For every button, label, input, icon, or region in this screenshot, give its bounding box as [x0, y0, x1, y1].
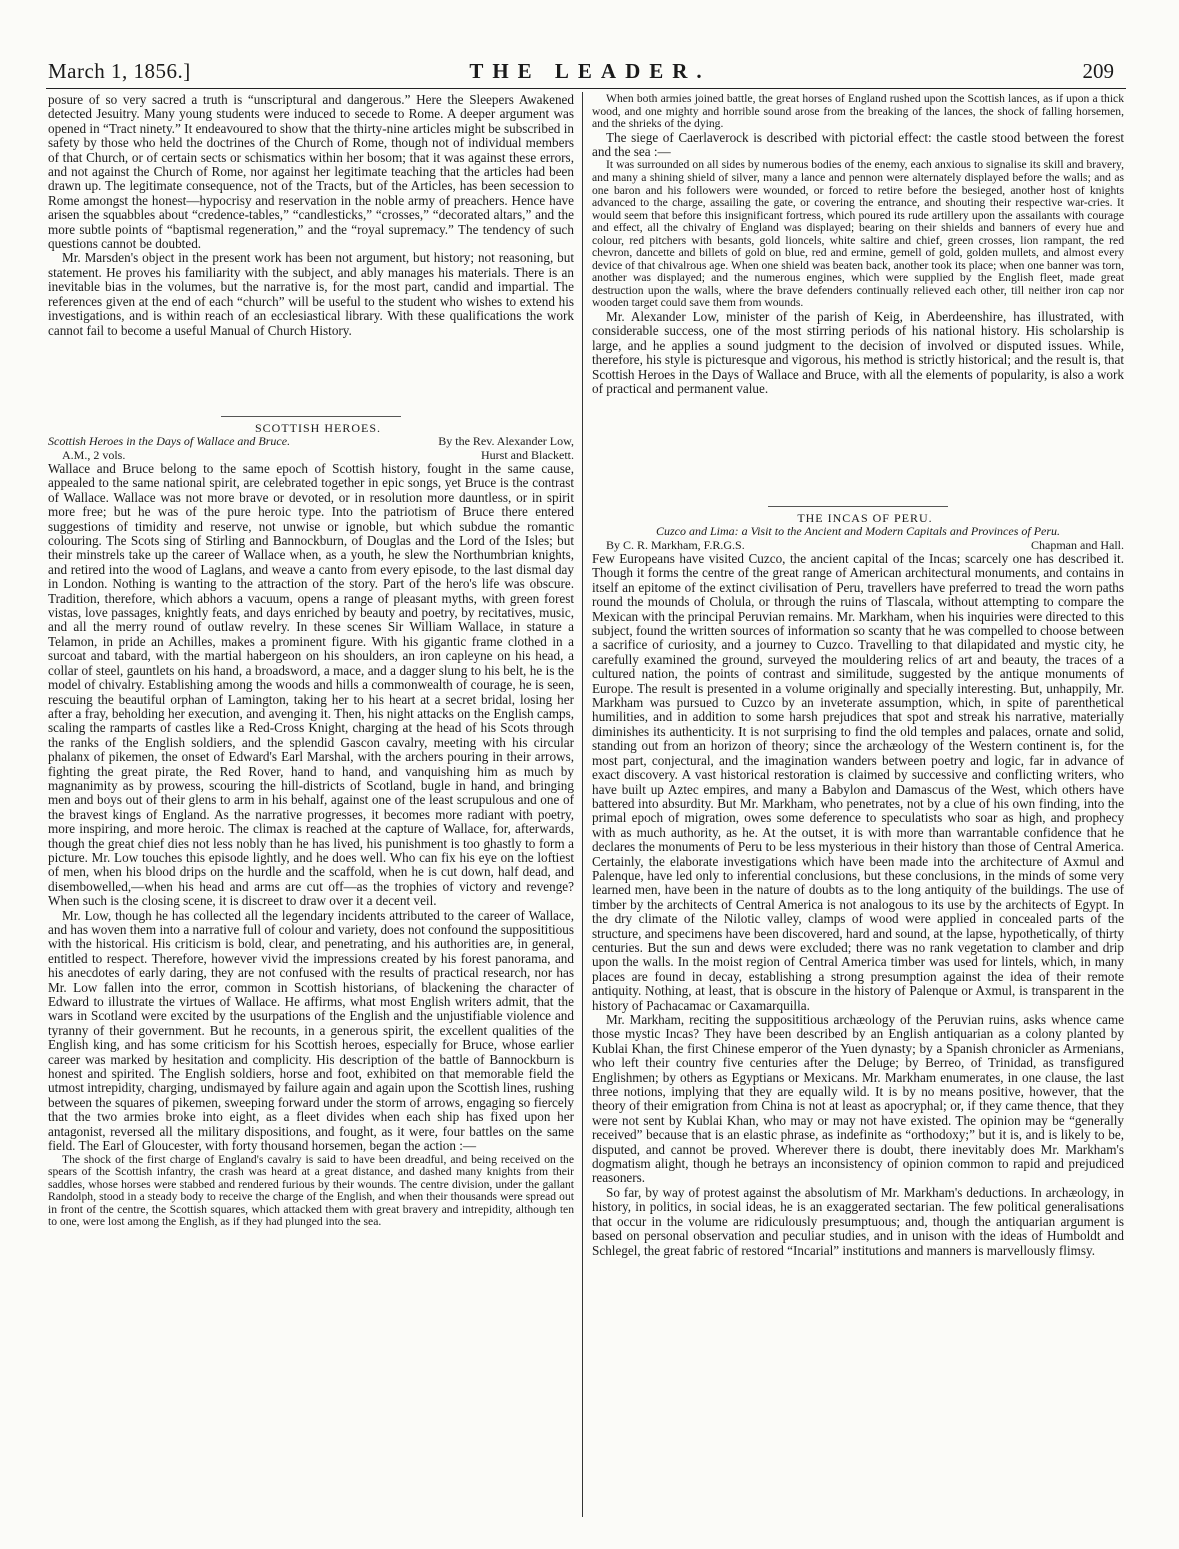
book-publisher: Chapman and Hall.: [1031, 537, 1124, 552]
paragraph: Mr. Marsden's object in the present work has been not argument, but history; not reasoning, but statement. He proves his familiarity with the subject, and ably manages his materials. There is an inevitable bias in the volumes, but the narrative is, for the most part, candid and impartial. The references given at the end of each “church” will be useful to the student who wishes to extend his investigations, and is within reach of an ecclesiastical library. With these qualifications the work cannot fail to become a useful Manual of Church History.: [48, 250, 574, 338]
book-author: By the Rev. Alexander Low,: [438, 434, 574, 448]
block-quote: It was surrounded on all sides by numerous bodies of the enemy, each anxious to signalise its skill and bravery, and many a shining shield of silver, many a lance and pennon were alternately displayed before the walls; and as one baron and his followers were wounded, or forced to retire before the besieged, another host of knights advanced to the charge, assailing the gate, or covering the entrance, and shouting their respective war-cries. It would seem that before this insignificant fortress, which poured its rude artillery upon the assailants with courage and effect, all the chivalry of England was displayed; bearing on their shields and banners of every hue and colour, red pitchers with besants, gold lioncels, white saltire and chief, green crosses, lion rampant, the red chevron, dancette and billets of gold on blue, red and ermine, gemell of gold, golden mullets, and almost every device of that chivalrous age. When one shield was beaten back, another took its place; when one banner was torn, another was displayed; and the numerous engines, which were supplied by the English fleet, made great destruction upon the walls, where the brave defenders continually relieved each other, till neither iron cap nor wooden target could save them from wounds.: [592, 158, 1124, 310]
paragraph: The siege of Caerlaverock is described with pictorial effect: the castle stood between the forest and the sea :—: [592, 129, 1124, 160]
page-number: 209: [1082, 59, 1114, 83]
scottish-heroes-review: [48, 414, 574, 1514]
paragraph: Mr. Alexander Low, minister of the parish of Keig, in Aberdeenshire, has illustrated, with considerable success, one of the most stirring periods of his national history. His scholarship is large, and he applies a sound judgment to the decision of involved or disputed issues. While, therefore, his style is picturesque and vigorous, his method is strictly historical; and the result is, that Scottish Heroes in the Days of Wallace and Bruce, with all the elements of popularity, is also a work of practical and permanent value.: [592, 309, 1124, 397]
section-heading: SCOTTISH HEROES.: [254, 421, 381, 435]
masthead-title: THE LEADER.: [469, 59, 711, 83]
block-quote: When both armies joined battle, the great horses of England rushed upon the Scottish lances, as if upon a thick wood, and one mighty and horrible sound arose from the breaking of the lances, the shock of falling horsemen, and the shrieks of the dying.: [592, 93, 1124, 131]
paragraph: Mr. Low, though he has collected all the legendary incidents attributed to the career of Wallace, and has woven them into a narrative full of colour and variety, does not confound the supposititious with the historical. His criticism is bold, clear, and penetrating, and his authorities are, in general, entitled to respect. Therefore, however vivid the impressions created by his forest panorama, and his anecdotes of early daring, they are not confused with the results of practical research, nor has Mr. Low fallen into the error, common in Scottish historians, of blackening the character of Edward to illustrate the virtues of Wallace. He affirms, what most English writers admit, that the wars in Scotland were excited by the usurpations of the English and the unjustifiable violence and tyranny of their government. But he recounts, in a generous spirit, the excellent qualities of the English king, and has some criticism for his Scottish heroes, especially for Bruce, whose earlier career was marked by hesitation and complicity. His description of the battle of Bannockburn is honest and spirited. The English soldiers, horse and foot, exhibited on that memorable field the utmost intrepidity, charging, undismayed by failure again and again upon the Scottish lines, rushing between the squares of pikemen, sweeping forward under the storm of arrows, engaging so fiercely that the two armies broke into eight, as a fleet divides when each ship has fixed upon her antagonist, reversed all the military dispositions, and fought, as it were, four battles on the same field. The Earl of Gloucester, with forty thousand horsemen, began the action :—: [48, 907, 574, 1154]
paragraph: Mr. Markham, reciting the supposititious archæology of the Peruvian ruins, asks whence came those mystic Incas? They have been described by an English antiquarian as a colony planted by Kublai Khan, the first Chinese emperor of the Yuen dynasty; by a Spanish chronicler as Armenians, who left their country five centuries after the Deluge; by Berreo, of Trinidad, as transfigured Englishmen; by others as Egyptians or Mexicans. Mr. Markham enumerates, in one clause, the last three notions, implying that they are equally wild. It is by no means positive, however, that the theory of their emigration from China is not at least as apocryphal; or, if they came thence, that they were not sent by Kublai Khan, who may or may not have existed. The opinion may be “generally received” because that is an elastic phrase, as indefinite as “orthodoxy;” but it is, and is likely to be, disputed, and cannot be proved. Wherever there is doubt, there inevitably does Mr. Markham's dogmatism alight, though he betrays an inconsistency of opinion common to rapid and prejudiced reasoners.: [592, 1012, 1124, 1186]
issue-date: March 1, 1856.]: [48, 59, 191, 83]
paragraph: posure of so very sacred a truth is “unscriptural and dangerous.” Here the Sleepers Awakened detected Jesuitry. Many young students were induced to secede to Rome. A deeper argument was opened in “Tract ninety.” It endeavoured to show that the thirty-nine articles might be subscribed in safety by those who held the doctrines of the Church of Rome, though not of individual members of that Church, or of certain sects or schismatics within her bosom; that it was against these errors, and not against the Church of Rome, nor against her legitimate teaching that the articles had been drawn up. The legitimate consequence, not of the Tracts, but of the Articles, has been secession to Rome amongst the honest—hypocrisy and reservation in the noble army of preachers. Hence have arisen the squabbles about “credence-tables,” “candlesticks,” “crosses,” “decorated altars,” and the more subtle points of “baptismal regeneration,” and the “royal supremacy.” The tendency of such questions cannot be doubted.: [48, 93, 574, 252]
column-divider: [582, 92, 583, 1517]
paragraph: So far, by way of protest against the absolutism of Mr. Markham's deductions. In archæology, in history, in politics, in social ideas, he is an exaggerated sectarian. The few political generalisations that occur in the volume are ridiculously presumptuous; and, though the antiquarian argument is based on personal observation and peculiar studies, and in unison with the ideas of Humboldt and Schlegel, the great fabric of restored “Incarial” institutions and manners is marvellously flimsy.: [592, 1184, 1124, 1258]
paragraph: Few Europeans have visited Cuzco, the ancient capital of the Incas; scarcely one has described it. Though it forms the centre of the great range of American architectural monuments, and contains in itself an epitome of the extinct civilisation of Peru, travellers have preferred to tread the worn paths round the mounds of Cholula, or through the ruins of Tlascala, without attempting to compare the Mexican with the principal Peruvian remains. Mr. Markham, when his inquiries were directed to this subject, found the written sources of information so scanty that he was compelled to choose between a sacrifice of curiosity, and a journey to Cuzco. Travelling to that dilapidated and mystic city, he carefully examined the ground, surveyed the mouldering relics of art and beauty, the traces of a cultured nation, the points of contrast and similitude, suggested by the antique monuments of Europe. The result is presented in a volume originally and specially interesting. But, unhappily, Mr. Markham was pursued to Cuzco by an inveterate assumption, which, in spite of parenthetical humilities, and in addition to some harsh prejudices that spot and streak his narrative, materially diminishes its authenticity. It is not surprising to find the old temples and palaces, ornate and solid, standing out from an horizon of theory; since the archæology of the Western continent is, for the most part, conjectural, and the imagination wanders between poetry and logic, far in advance of exact discovery. A vast historical restoration is claimed by successive and conflicting writers, who have built up Aztec empires, and many a Babylon and Damascus of the West, which others have battered into absurdity. But Mr. Markham, who penetrates, not by a clue of his own finding, into the primal epoch of migration, owes some deference to speculatists who soar as high, and prophecy with as much authority, as he. At the outset, it is with more than warrantable confidence that he declares the monuments of Peru to be less mysterious in their history than those of Central America. Certainly, the elaborate investigations which have been made into the architecture of Axmul and Palenque, have led only to inferential conclusions, but these conclusions, in the minds of some very learned men, have been in the nature of doubts as to the long antiquity of the buildings. The use of timber by the architects of Central America is not analogous to its use by the architects of Egypt. In the dry climate of the Nilotic valley, clamps of wood were applied in concealed parts of the structure, and specimens have been discovered, hard and sound, at the lapse, hypothetically, of thirty centuries. But the sun and dews were excluded; there was no rank vegetation to clamber and drip upon the walls. In the moist region of Central America timber was used for lintels, which, in many places are found in decay, establishing a strong presumption against the idea of their remote antiquity. Nothing, at least, that is obscure in the history of Palenque or Axmul, is transparent in the history of Pachacamac or Caxamarquilla.: [592, 551, 1124, 1013]
book-volumes: A.M., 2 vols.: [62, 447, 126, 462]
book-citation: [592, 539, 1124, 553]
book-publication: [48, 449, 574, 463]
block-quote: The shock of the first charge of England's cavalry is said to have been dreadful, and being received on the spears of the Scottish infantry, the crash was heard at a great distance, and dashed many knights from their saddles, whose horses were stabbed and rendered furious by their wounds. The centre division, under the gallant Randolph, stood in a steady body to receive the charge of the English, and when their thousands were spread out in front of the centre, the Scottish squares, which attacked them with great bravery and intrepidity, although ten to one, were lost among the English, as if they had plunged into the sea.: [48, 1152, 574, 1229]
section-rule: [221, 416, 401, 417]
paragraph: Wallace and Bruce belong to the same epoch of Scottish history, fought in the same cause, appealed to the same national spirit, are celebrated together in epic songs, yet Bruce is the contrast of Wallace. Wallace was not more brave or devoted, or in resolution more dauntless, or in spirit more free; but he was of the pure heroic type. Into the patriotism of Bruce there entered suggestions of timidity and reserve, not unwise or ignoble, but which subdue the romantic colouring. The Scots sing of Stirling and Bannockburn, of Douglas and the Lord of the Isles; but their minstrels take up the career of Wallace when, as a youth, he slew the Northumbrian knights, and retired into the wood of Laglans, and weave a canto from every episode, to the last dismal day in London. Nothing is wanting to the attraction of the story. Part of the hero's life was obscure. Tradition, therefore, which abhors a vacuum, opens a range of pleasant myths, with green forest vistas, love passages, knightly feats, and days enriched by beauty and poetry, by recitatives, music, and all the merry round of outlaw revelry. In these scenes Sir William Wallace, in stature a Telamon, in pride an Achilles, makes a prominent figure. With his gigantic frame clothed in a surcoat and tabard, with the martial habergeon on his shoulders, an iron capleyne on his head, a collar of steel, gauntlets on his hand, a broadsword, a mace, and a dagger slung to his belt, he is the model of chivalry. Establishing among the woods and hills a commonwealth of courage, he is seen, rescuing the beautiful orphan of Lamington, taking her to his heart at a secret bridal, losing her after a fray, beholding her execution, and avenging it. Then, his night attacks on the English camps, scaling the ramparts of castles like a Red-Cross Knight, charging at the head of his Scots through the ranks of the English soldiers, and the splendid Gascon cavalry, meeting with his circular phalanx of pikemen, the onset of Edward's Earl Marshal, with the archers pouring in their arrows, fighting the great pirate, the Red Rover, hand to hand, and vanquishing him as much by magnanimity as by prowess, scouring the hill-districts of Scotland, bugle in hand, and bringing men and boys out of their glens to arm in his behalf, against one of the least scrupulous and one of the bravest kings of England. As the narrative progresses, it becomes more radiant with poetry, more inspiring, and more heroic. The climax is reached at the capture of Wallace, for, afterwards, though the great chief dies not less nobly than he has lived, his punishment is too ghastly to form a picture. Mr. Low touches this episode lightly, and he does well. Who can fix his eye on the loftiest of men, when his blood drips on the hurdle and the scaffold, when he is cut down, half dead, and disembowelled,—when his head and arms are cut off—as the trophies of victory and revenge? When such is the closing scene, it is discreet to draw over it a decent veil.: [48, 461, 574, 909]
book-citation: [48, 435, 574, 449]
section-heading: THE INCAS OF PERU.: [797, 511, 933, 525]
book-publisher: Hurst and Blackett.: [481, 447, 574, 462]
section-rule: [768, 506, 948, 507]
right-column-top: [592, 93, 1124, 498]
book-title: Scottish Heroes in the Days of Wallace and Bruce.: [48, 434, 291, 448]
incas-of-peru-review: [592, 504, 1124, 1514]
book-title: Cuzco and Lima: a Visit to the Ancient and Modern Capitals and Provinces of Peru.: [655, 524, 1061, 538]
book-author: By C. R. Markham, F.R.G.S.: [606, 537, 745, 552]
left-column-top: [48, 93, 574, 408]
header-rule: [46, 88, 1126, 89]
